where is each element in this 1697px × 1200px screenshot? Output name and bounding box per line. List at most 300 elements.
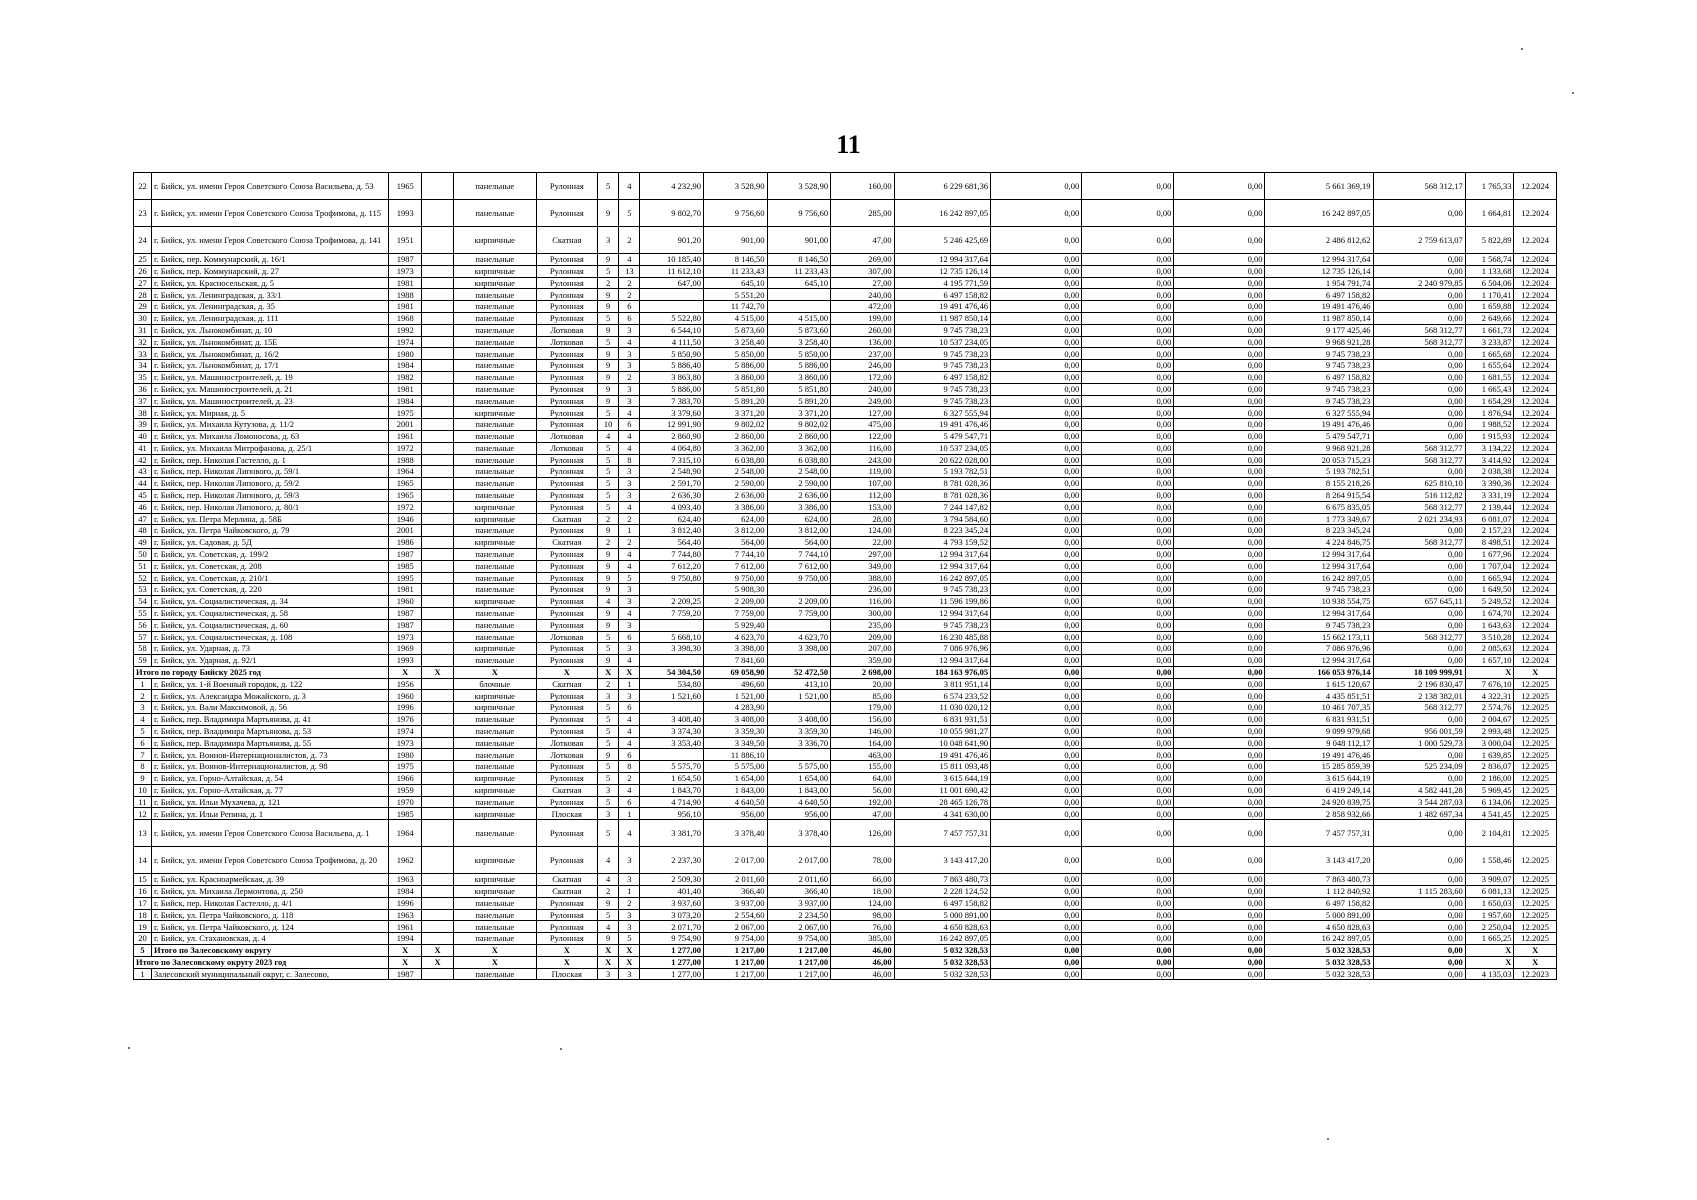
deadline: 12.2025: [1514, 886, 1557, 898]
cost-per-sqm: 1 133,68: [1465, 265, 1514, 277]
fund-federal: 0,00: [991, 371, 1082, 383]
fund-local: 0,00: [1174, 956, 1265, 968]
fund-owners: 12 994 317,64: [1265, 560, 1373, 572]
fund-local: 0,00: [1174, 572, 1265, 584]
fund-local: 0,00: [1174, 336, 1265, 348]
wall-material: панельные: [453, 301, 536, 313]
year-built: 1963: [389, 874, 422, 886]
row-number: 58: [134, 643, 152, 655]
residential-area: 4 640,50: [767, 796, 831, 808]
total-cost: 3 615 644,19: [894, 773, 990, 785]
deadline: 12.2024: [1514, 513, 1557, 525]
deadline: 12.2024: [1514, 478, 1557, 490]
table-row: [134, 773, 1557, 785]
table-row: [134, 921, 1557, 933]
row-number: 4: [134, 714, 152, 726]
floors: 5: [598, 643, 619, 655]
floors: 9: [598, 383, 619, 395]
fund-local: 0,00: [1174, 808, 1265, 820]
fund-regional: 0,00: [1082, 761, 1174, 773]
col-blank: [422, 289, 454, 301]
year-built: 1975: [389, 407, 422, 419]
floors: 3: [598, 227, 619, 254]
living-area: 2 860,00: [703, 430, 767, 442]
entrances: 1: [619, 678, 640, 690]
fund-owners: 24 920 839,75: [1265, 796, 1373, 808]
residents: 199,00: [831, 312, 895, 324]
total-cost: 9 745 738,23: [894, 619, 990, 631]
fund-other: 0,00: [1373, 289, 1465, 301]
deadline: X: [1514, 666, 1557, 678]
living-area: 11 742,70: [703, 301, 767, 313]
col-blank: [422, 847, 454, 874]
deadline: 12.2024: [1514, 348, 1557, 360]
fund-regional: 0,00: [1082, 513, 1174, 525]
fund-federal: 0,00: [991, 537, 1082, 549]
floors: 4: [598, 921, 619, 933]
fund-regional: 0,00: [1082, 596, 1174, 608]
fund-regional: 0,00: [1082, 537, 1174, 549]
address: г. Бийск, ул. имени Героя Советского Союза Трофимова, д. 20: [152, 847, 389, 874]
total-cost: 3 143 417,20: [894, 847, 990, 874]
total-area: 901,20: [640, 227, 704, 254]
total-area: 4 714,90: [640, 796, 704, 808]
cost-per-sqm: 2 038,38: [1465, 466, 1514, 478]
fund-federal: 0,00: [991, 619, 1082, 631]
fund-owners: 19 491 476,46: [1265, 749, 1373, 761]
deadline: 12.2024: [1514, 324, 1557, 336]
fund-local: 0,00: [1174, 584, 1265, 596]
table-row: [134, 619, 1557, 631]
address: г. Бийск, ул. Социалистическая, д. 60: [152, 619, 389, 631]
fund-owners: 5 032 328,53: [1265, 945, 1373, 957]
year-built: 1985: [389, 808, 422, 820]
floors: 9: [598, 560, 619, 572]
fund-other: 0,00: [1373, 909, 1465, 921]
address: г. Бийск, ул. Ленинградская, д. 111: [152, 312, 389, 324]
fund-local: 0,00: [1174, 560, 1265, 572]
fund-federal: 0,00: [991, 847, 1082, 874]
total-cost: 4 341 630,00: [894, 808, 990, 820]
table-row: [134, 886, 1557, 898]
floors: 9: [598, 897, 619, 909]
table-row: [134, 690, 1557, 702]
roof-type: Лотковая: [536, 737, 597, 749]
row-number: 44: [134, 478, 152, 490]
fund-owners: 9 968 921,28: [1265, 336, 1373, 348]
entrances: 6: [619, 312, 640, 324]
fund-other: 0,00: [1373, 655, 1465, 667]
fund-federal: 0,00: [991, 820, 1082, 847]
fund-local: 0,00: [1174, 761, 1265, 773]
fund-owners: 166 053 976,14: [1265, 666, 1373, 678]
residential-area: [767, 301, 831, 313]
cost-per-sqm: 1 654,29: [1465, 395, 1514, 407]
fund-other: 525 234,09: [1373, 761, 1465, 773]
living-area: 2 067,00: [703, 921, 767, 933]
fund-owners: 1 615 120,67: [1265, 678, 1373, 690]
fund-owners: 8 223 345,24: [1265, 525, 1373, 537]
row-number: 15: [134, 874, 152, 886]
living-area: 2 011,60: [703, 874, 767, 886]
table-row: [134, 725, 1557, 737]
year-built: 1984: [389, 360, 422, 372]
fund-owners: 9 745 738,23: [1265, 360, 1373, 372]
residential-area: 2 636,00: [767, 489, 831, 501]
year-built: 1956: [389, 678, 422, 690]
fund-regional: 0,00: [1082, 489, 1174, 501]
row-number: 19: [134, 921, 152, 933]
fund-federal: 0,00: [991, 655, 1082, 667]
total-area: 2 071,70: [640, 921, 704, 933]
residential-area: 1 217,00: [767, 945, 831, 957]
address: г. Бийск, ул. Социалистическая, д. 34: [152, 596, 389, 608]
total-area: 4 111,50: [640, 336, 704, 348]
wall-material: панельные: [453, 968, 536, 980]
cost-per-sqm: 1 957,60: [1465, 909, 1514, 921]
total-area: [640, 702, 704, 714]
total-row: [134, 945, 1557, 957]
row-number: 45: [134, 489, 152, 501]
year-built: 1996: [389, 702, 422, 714]
cost-per-sqm: 4 541,45: [1465, 808, 1514, 820]
wall-material: панельные: [453, 548, 536, 560]
floors: 5: [598, 442, 619, 454]
fund-regional: 0,00: [1082, 348, 1174, 360]
fund-other: 0,00: [1373, 897, 1465, 909]
total-cost: 5 479 547,71: [894, 430, 990, 442]
total-cost: 5 246 425,69: [894, 227, 990, 254]
total-cost: 11 987 850,14: [894, 312, 990, 324]
fund-local: 0,00: [1174, 548, 1265, 560]
fund-local: 0,00: [1174, 874, 1265, 886]
col-blank: [422, 395, 454, 407]
total-cost: 9 745 738,23: [894, 584, 990, 596]
year-built: 1965: [389, 173, 422, 200]
deadline: X: [1514, 945, 1557, 957]
fund-local: 0,00: [1174, 847, 1265, 874]
floors: 5: [598, 336, 619, 348]
fund-owners: 15 285 859,39: [1265, 761, 1373, 773]
fund-regional: 0,00: [1082, 466, 1174, 478]
year-built: 1959: [389, 784, 422, 796]
residential-area: 3 860,00: [767, 371, 831, 383]
total-cost: 12 735 126,14: [894, 265, 990, 277]
residents: 240,00: [831, 289, 895, 301]
cost-per-sqm: 4 135,03: [1465, 968, 1514, 980]
fund-local: 0,00: [1174, 454, 1265, 466]
fund-local: 0,00: [1174, 921, 1265, 933]
roof-type: Скатная: [536, 874, 597, 886]
residential-area: 645,10: [767, 277, 831, 289]
fund-owners: 5 193 782,51: [1265, 466, 1373, 478]
table-row: [134, 572, 1557, 584]
entrances: 1: [619, 886, 640, 898]
residential-area: 3 378,40: [767, 820, 831, 847]
living-area: 5 929,40: [703, 619, 767, 631]
table-row: [134, 584, 1557, 596]
table-row: [134, 265, 1557, 277]
fund-federal: 0,00: [991, 277, 1082, 289]
total-area: 3 353,40: [640, 737, 704, 749]
roof-type: Рулонная: [536, 655, 597, 667]
total-area: 7 612,20: [640, 560, 704, 572]
living-area: 956,00: [703, 808, 767, 820]
col-blank: [422, 301, 454, 313]
row-number: 52: [134, 572, 152, 584]
year-built: 1961: [389, 430, 422, 442]
fund-federal: 0,00: [991, 383, 1082, 395]
living-area: 3 812,00: [703, 525, 767, 537]
total-area: 2 636,30: [640, 489, 704, 501]
roof-type: Рулонная: [536, 254, 597, 266]
total-area: 3 863,80: [640, 371, 704, 383]
residential-area: 956,00: [767, 808, 831, 820]
address: г. Бийск, ул. Ударная, д. 73: [152, 643, 389, 655]
row-number: 17: [134, 897, 152, 909]
col-blank: [422, 897, 454, 909]
fund-federal: 0,00: [991, 348, 1082, 360]
fund-other: 2 138 382,01: [1373, 690, 1465, 702]
cost-per-sqm: 2 104,81: [1465, 820, 1514, 847]
row-number: 20: [134, 933, 152, 945]
residential-area: 3 398,00: [767, 643, 831, 655]
fund-regional: 0,00: [1082, 968, 1174, 980]
table-row: [134, 761, 1557, 773]
residents: 47,00: [831, 808, 895, 820]
floors: 3: [598, 808, 619, 820]
entrances: 4: [619, 820, 640, 847]
row-number: 29: [134, 301, 152, 313]
residents: 237,00: [831, 348, 895, 360]
roof-type: Рулонная: [536, 572, 597, 584]
residents: 207,00: [831, 643, 895, 655]
fund-federal: 0,00: [991, 897, 1082, 909]
year-built: 1980: [389, 348, 422, 360]
deadline: 12.2024: [1514, 312, 1557, 324]
fund-regional: 0,00: [1082, 371, 1174, 383]
table-row: [134, 371, 1557, 383]
living-area: 3 362,00: [703, 442, 767, 454]
residents: 179,00: [831, 702, 895, 714]
deadline: 12.2024: [1514, 360, 1557, 372]
year-built: 1969: [389, 643, 422, 655]
deadline: X: [1514, 956, 1557, 968]
fund-regional: 0,00: [1082, 796, 1174, 808]
deadline: 12.2025: [1514, 690, 1557, 702]
total-area: 1 843,70: [640, 784, 704, 796]
fund-local: 0,00: [1174, 678, 1265, 690]
cost-per-sqm: 1 649,50: [1465, 584, 1514, 596]
fund-other: 0,00: [1373, 560, 1465, 572]
table-row: [134, 200, 1557, 227]
living-area: 3 378,40: [703, 820, 767, 847]
roof-type: Рулонная: [536, 312, 597, 324]
roof-type: Рулонная: [536, 489, 597, 501]
table-row: [134, 301, 1557, 313]
fund-other: 0,00: [1373, 874, 1465, 886]
table-row: [134, 607, 1557, 619]
residential-area: 11 233,43: [767, 265, 831, 277]
residential-area: 1 217,00: [767, 968, 831, 980]
fund-regional: 0,00: [1082, 725, 1174, 737]
address: г. Бийск, ул. Воинов-Интернационалистов, д. 98: [152, 761, 389, 773]
address: г. Бийск, ул. имени Героя Советского Союза Васильева, д. 1: [152, 820, 389, 847]
residential-area: 7 744,10: [767, 548, 831, 560]
entrances: 3: [619, 360, 640, 372]
entrances: 4: [619, 548, 640, 560]
fund-federal: 0,00: [991, 945, 1082, 957]
fund-owners: 12 994 317,64: [1265, 607, 1373, 619]
wall-material: панельные: [453, 419, 536, 431]
cost-per-sqm: 5 249,52: [1465, 596, 1514, 608]
total-area: 3 374,30: [640, 725, 704, 737]
wall-material: панельные: [453, 312, 536, 324]
residential-area: 2 548,00: [767, 466, 831, 478]
fund-local: 0,00: [1174, 631, 1265, 643]
total-area: 3 381,70: [640, 820, 704, 847]
wall-material: кирпичные: [453, 702, 536, 714]
total-cost: 6 574 233,52: [894, 690, 990, 702]
floors: 5: [598, 454, 619, 466]
residents: 136,00: [831, 336, 895, 348]
floors: 5: [598, 489, 619, 501]
fund-other: 956 001,59: [1373, 725, 1465, 737]
cost-per-sqm: 6 081,13: [1465, 886, 1514, 898]
living-area: 3 359,30: [703, 725, 767, 737]
fund-other: 568 312,17: [1373, 173, 1465, 200]
year-built: 1960: [389, 596, 422, 608]
fund-federal: 0,00: [991, 643, 1082, 655]
year-built: 1973: [389, 631, 422, 643]
living-area: 366,40: [703, 886, 767, 898]
roof-type: Лотковая: [536, 336, 597, 348]
total-cost: 12 994 317,64: [894, 548, 990, 560]
wall-material: панельные: [453, 749, 536, 761]
residential-area: 9 750,00: [767, 572, 831, 584]
total-area: [640, 584, 704, 596]
entrances: 1: [619, 808, 640, 820]
fund-other: 0,00: [1373, 430, 1465, 442]
year-built: 1988: [389, 454, 422, 466]
floors: 5: [598, 725, 619, 737]
fund-regional: 0,00: [1082, 548, 1174, 560]
col-blank: [422, 678, 454, 690]
col-blank: X: [422, 666, 454, 678]
fund-regional: 0,00: [1082, 200, 1174, 227]
table-row: [134, 702, 1557, 714]
address: г. Бийск, ул. Социалистическая, д. 108: [152, 631, 389, 643]
year-built: 1964: [389, 466, 422, 478]
col-blank: [422, 525, 454, 537]
living-area: 3 398,00: [703, 643, 767, 655]
fund-regional: 0,00: [1082, 933, 1174, 945]
entrances: X: [619, 666, 640, 678]
fund-local: 0,00: [1174, 702, 1265, 714]
total-area: 7 315,10: [640, 454, 704, 466]
address: г. Бийск, ул. Воинов-Интернационалистов, д. 73: [152, 749, 389, 761]
cost-per-sqm: 2 004,67: [1465, 714, 1514, 726]
address: г. Бийск, пер. Николая Липового, д. 80/1: [152, 501, 389, 513]
residents: 18,00: [831, 886, 895, 898]
fund-federal: 0,00: [991, 501, 1082, 513]
residents: 56,00: [831, 784, 895, 796]
cost-per-sqm: 1 681,55: [1465, 371, 1514, 383]
total-label: Итого по Залесовскому округу 2023 год: [134, 956, 389, 968]
fund-other: 568 312,77: [1373, 454, 1465, 466]
wall-material: панельные: [453, 383, 536, 395]
residents: 98,00: [831, 909, 895, 921]
wall-material: панельные: [453, 254, 536, 266]
cost-per-sqm: 2 250,04: [1465, 921, 1514, 933]
fund-owners: 4 435 851,51: [1265, 690, 1373, 702]
total-cost: 6 831 931,51: [894, 714, 990, 726]
col-blank: [422, 478, 454, 490]
roof-type: Рулонная: [536, 200, 597, 227]
fund-federal: 0,00: [991, 360, 1082, 372]
fund-regional: 0,00: [1082, 945, 1174, 957]
fund-other: 0,00: [1373, 643, 1465, 655]
total-cost: 7 863 480,73: [894, 874, 990, 886]
row-number: 13: [134, 820, 152, 847]
table-row: [134, 897, 1557, 909]
residents: 249,00: [831, 395, 895, 407]
year-built: 1994: [389, 933, 422, 945]
residents: 235,00: [831, 619, 895, 631]
fund-federal: 0,00: [991, 395, 1082, 407]
year-built: 1981: [389, 301, 422, 313]
fund-federal: 0,00: [991, 761, 1082, 773]
cost-per-sqm: 2 649,66: [1465, 312, 1514, 324]
roof-type: Рулонная: [536, 690, 597, 702]
total-cost: 3 794 584,60: [894, 513, 990, 525]
cost-per-sqm: 1 558,46: [1465, 847, 1514, 874]
total-area: 9 802,70: [640, 200, 704, 227]
fund-owners: 3 143 417,20: [1265, 847, 1373, 874]
cost-per-sqm: 1 655,64: [1465, 360, 1514, 372]
floors: 5: [598, 820, 619, 847]
row-number: 36: [134, 383, 152, 395]
col-blank: [422, 548, 454, 560]
wall-material: панельные: [453, 820, 536, 847]
cost-per-sqm: 1 568,74: [1465, 254, 1514, 266]
residential-area: [767, 655, 831, 667]
cost-per-sqm: 2 993,48: [1465, 725, 1514, 737]
fund-other: 0,00: [1373, 348, 1465, 360]
fund-owners: 12 735 126,14: [1265, 265, 1373, 277]
total-cost: 16 242 897,05: [894, 200, 990, 227]
fund-federal: 0,00: [991, 874, 1082, 886]
residents: 209,00: [831, 631, 895, 643]
fund-regional: 0,00: [1082, 808, 1174, 820]
roof-type: Рулонная: [536, 265, 597, 277]
col-blank: [422, 655, 454, 667]
fund-local: 0,00: [1174, 348, 1265, 360]
row-number: 38: [134, 407, 152, 419]
fund-federal: 0,00: [991, 336, 1082, 348]
deadline: 12.2025: [1514, 737, 1557, 749]
living-area: 564,00: [703, 537, 767, 549]
col-blank: [422, 265, 454, 277]
fund-federal: 0,00: [991, 548, 1082, 560]
living-area: 5 850,00: [703, 348, 767, 360]
fund-regional: 0,00: [1082, 173, 1174, 200]
residential-area: 2 209,00: [767, 596, 831, 608]
address: г. Бийск, ул. Машиностроителей, д. 19: [152, 371, 389, 383]
living-area: 1 843,00: [703, 784, 767, 796]
fund-regional: 0,00: [1082, 227, 1174, 254]
living-area: 3 349,50: [703, 737, 767, 749]
